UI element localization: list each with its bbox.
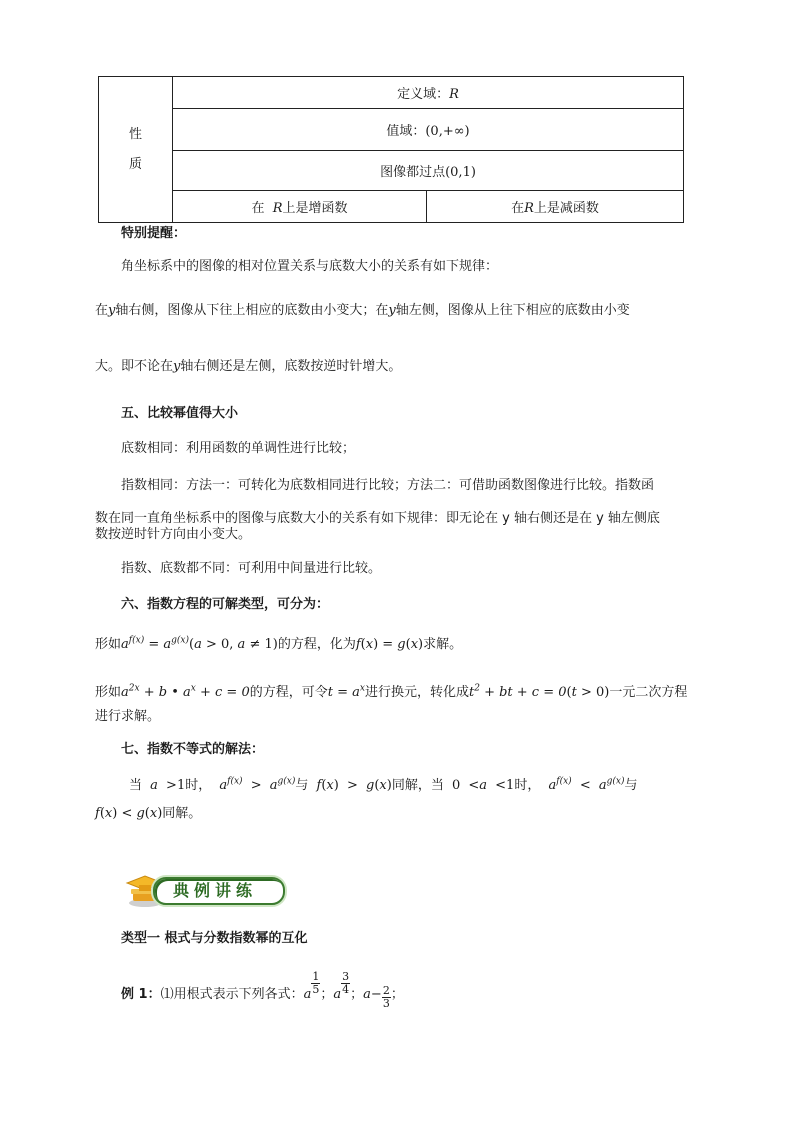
side-label-1: 性 [128, 126, 142, 142]
point-math: (0,1) [445, 165, 476, 180]
domain-math: R [449, 87, 459, 102]
s6-l1-mid: 的方程，化为 [277, 637, 356, 652]
section5-p2c: 数按逆时针方向由小变大。 [95, 527, 252, 542]
s7-d: 同解，当 [391, 778, 444, 793]
tip-y-3: y [173, 359, 181, 374]
s7-b: 时， [185, 778, 212, 793]
tip-line3-b: 轴右侧还是左侧，底数按逆时针增大。 [180, 359, 402, 374]
sep-3: ； [390, 987, 404, 1002]
section6-line-3: 进行求解。 [95, 709, 161, 724]
tip-y-2: y [388, 303, 396, 318]
s6-l2-post: 一元二次方程 [609, 685, 688, 700]
side-label-2: 质 [128, 156, 142, 172]
exponent-2-3: $\frac{2}{3}$ [382, 984, 390, 1010]
section7-line-2: f(x) < g(x)同解。 [95, 806, 202, 821]
exponent-1-5: $\frac{1}{5}$ [312, 970, 320, 996]
section5-p3: 指数、底数都不同：可利用中间量进行比较。 [121, 561, 382, 576]
inc-math: R [272, 201, 283, 216]
inc-post: 上是增函数 [282, 201, 348, 216]
tip-line2-c: 轴左侧，图像从上往下相应的底数由小变 [395, 303, 630, 318]
s6-l2-mid: 的方程，可令 [249, 685, 328, 700]
example1-label: 例 1： [121, 987, 161, 1002]
type1-heading: 类型一 根式与分数指数幂的互化 [121, 931, 308, 946]
range-math: (0,+∞) [425, 124, 470, 139]
s6-l2-pre: 形如 [95, 685, 122, 700]
tip-heading: 特别提醒： [121, 226, 187, 241]
tip-line2-b: 轴右侧，图像从下往上相应的底数由小变大；在 [115, 303, 389, 318]
range-cell [173, 109, 684, 151]
formula-fg: f [355, 637, 361, 652]
range-label: 值域： [386, 124, 426, 139]
section7-heading: 七、指数不等式的解法： [121, 742, 265, 757]
increasing-cell [173, 191, 427, 223]
section5-p2b: 数在同一直角坐标系中的图像与底数大小的关系有如下规律：即无论在 y 轴右侧还是在 y 轴左侧底 [95, 511, 660, 526]
dec-math: R [524, 201, 534, 216]
formula-sub: $t = a^x$ [327, 683, 365, 700]
tip-line2-a: 在 [95, 303, 109, 318]
s7-f: 与 [624, 778, 638, 793]
section6-line-1: 形如$a^{f(x)} = a^{g(x)}(a > 0$, a ≠ 1)的方程，化为f(x) = g(x)求解。 [95, 635, 463, 652]
s7-l2-post: 同解。 [162, 806, 202, 821]
example1-text: ⑴用根式表示下列各式： [160, 987, 304, 1002]
section5-p1: 底数相同：利用函数的单调性进行比较； [121, 441, 356, 456]
formula-cond: (a > 0, a ≠ 1) [189, 637, 278, 652]
example1-line: 例 1： ⑴用根式表示下列各式： a $\frac{1}{5}$ ； a $\frac{3}{4}$ ； a − $\frac{2}{3}$ ； [121, 970, 404, 1010]
s6-l1-post: 求解。 [423, 637, 463, 652]
domain-cell [173, 77, 684, 109]
section6-line-2: 形如$a^{2x} + b$ • $a^x + c = 0$的方程，可令$t = a^x$进行换元，转化成$t^2$ + bt + c = 0(t > 0)一元二次方程 [95, 683, 688, 700]
inc-pre: 在 [251, 201, 265, 216]
exponent-3-4: $\frac{3}{4}$ [342, 970, 350, 996]
s6-l2-mid2: 进行换元，转化成 [364, 685, 469, 700]
dec-pre: 在 [511, 201, 525, 216]
properties-table [98, 76, 684, 223]
sep-2: ； [350, 987, 364, 1002]
point-cell [173, 151, 684, 191]
section5-p2a: 指数相同：方法一：可转化为底数相同进行比较；方法二：可借助函数图像进行比较。指数函 [121, 478, 655, 493]
section6-heading: 六、指数方程的可解类型，可分为： [121, 597, 330, 612]
section5-heading: 五、比较幂值得大小 [121, 406, 239, 421]
s7-c: 与 [295, 778, 309, 793]
sep-1: ； [320, 987, 334, 1002]
table-side-label [99, 77, 173, 223]
domain-label: 定义域： [397, 87, 450, 102]
s7-e: 时， [514, 778, 541, 793]
formula-quadratic-exp: $a^{2x} + b$ • $a^x + c = 0$ [121, 683, 250, 700]
formula-exp-eq: $a^{f(x)} = a^{g(x)}$ [121, 635, 189, 652]
s6-l1-pre: 形如 [95, 637, 122, 652]
banner-label: 典例讲练 [173, 881, 258, 900]
point-label: 图像都过点 [380, 165, 446, 180]
tip-line3-a: 大。即不论在 [95, 359, 174, 374]
example-banner [125, 873, 285, 905]
tip-line-2 [95, 302, 630, 320]
formula-quadratic-t: $t^2$ + bt + c = 0 [468, 683, 567, 700]
tip-line-1: 角坐标系中的图像的相对位置关系与底数大小的关系有如下规律： [121, 259, 499, 274]
s7-a: 当 [129, 778, 143, 793]
tip-y-1: y [108, 303, 116, 318]
decreasing-cell [427, 191, 684, 223]
tip-line-3 [95, 358, 401, 376]
section7-line-1: 当 a >1时， $a^{f(x)} > a^{g(x)}$与 f(x) > g(x)同解，当 0 <a <1时， $a^{f(x)} < a^{g(x)}$与 [129, 776, 638, 793]
dec-post: 上是减函数 [533, 201, 599, 216]
